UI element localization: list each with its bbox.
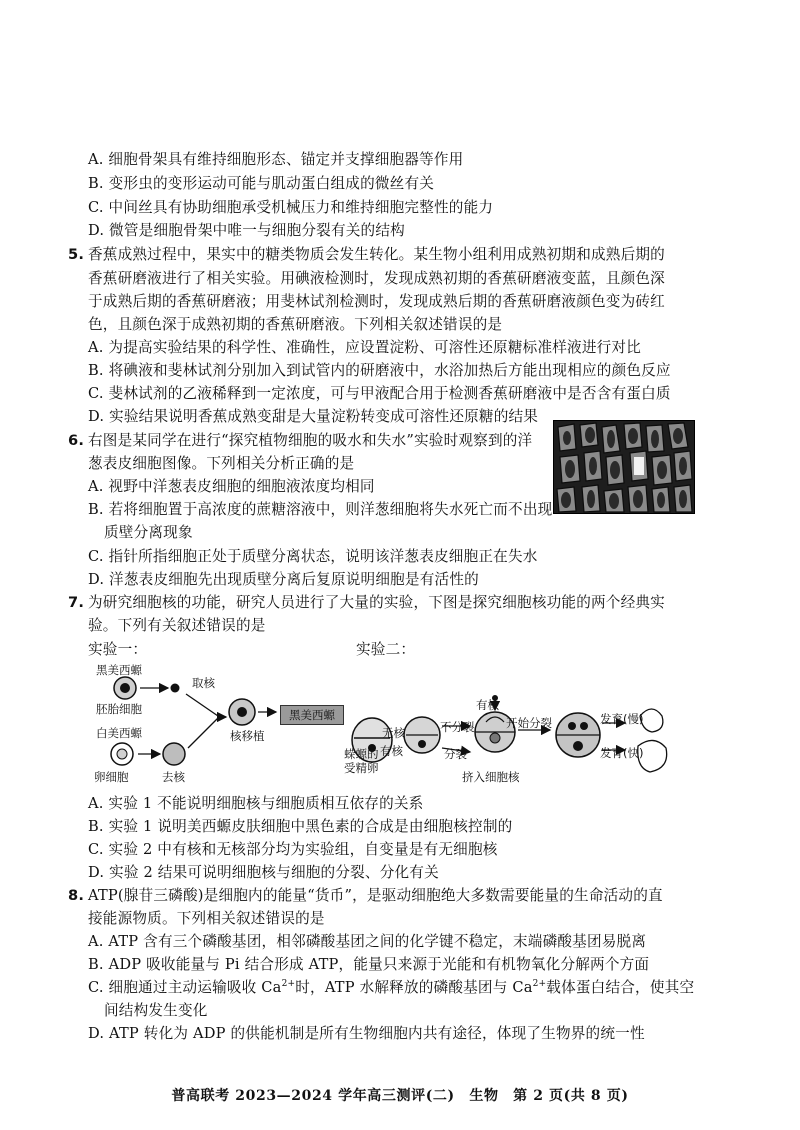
page-footer: 普高联考 2023—2024 学年高三测评(二) 生物 第 2 页(共 8 页) [171, 1088, 629, 1104]
q8-stem-1: ATP(腺苷三磷酸)是细胞内的能量“货币”，是驱动细胞绝大多数需要能量的生命活动的直 [88, 887, 663, 904]
q6-number: 6. [68, 432, 85, 449]
exp2-insert-nucleus-label: 挤入细胞核 [462, 770, 520, 784]
q8-stem-2: 接能源物质。下列相关叙述错误的是 [88, 910, 325, 927]
q6-option-b-line2: 质壁分离现象 [104, 524, 193, 541]
extracted-nucleus [171, 684, 180, 693]
q6-option-c: C. 指针所指细胞正处于质壁分离状态，说明该洋葱表皮细胞正在失水 [88, 548, 538, 565]
experiment-one-diagram [90, 660, 350, 785]
q5-option-a: A. 为提高实验结果的科学性、准确性，应设置淀粉、可溶性还原糖标准样液进行对比 [88, 339, 641, 356]
q8-option-c-line1 [88, 978, 694, 998]
exp2-develop-slow-label: 发育(慢) [600, 712, 644, 726]
q8-option-a: A. ATP 含有三个磷酸基团，相邻磷酸基团之间的化学键不稳定，末端磷酸基团易脱离 [88, 933, 647, 950]
q4-option-c: C. 中间丝具有协助细胞承受机械压力和维持细胞完整性的能力 [88, 199, 494, 216]
exp1-result-label: 黑美西螈 [280, 705, 344, 725]
exp1-take-nucleus-label: 取核 [192, 676, 215, 690]
q7-option-d: D. 实验 2 结果可说明细胞核与细胞的分裂、分化有关 [88, 864, 439, 881]
q8-option-d: D. ATP 转化为 ADP 的供能机制是所有生物细胞内共有途径，体现了生物界的统一性 [88, 1025, 645, 1042]
exp2-start-divide-label: 开始分裂 [506, 716, 552, 730]
q6-option-b-line1: B. 若将细胞置于高浓度的蔗糖溶液中，则洋葱细胞将失水死亡而不出现 [88, 501, 553, 518]
exp1-remove-nucleus-label: 去核 [162, 770, 185, 784]
exp1-white-axolotl-label: 白美西螈 [96, 726, 142, 740]
q7-stem-1: 为研究细胞核的功能，研究人员进行了大量的实验，下图是探究细胞核功能的两个经典实 [88, 594, 665, 611]
exp2-has-nucleus-label: 有核 [380, 744, 403, 758]
q7-option-b: B. 实验 1 说明美西螈皮肤细胞中黑色素的合成是由细胞核控制的 [88, 818, 513, 835]
q8-option-b: B. ADP 吸收能量与 Pi 结合形成 ATP，能量只来源于光能和有机物氧化分解两个方面 [88, 956, 650, 973]
q5-option-b: B. 将碘液和斐林试剂分别加入到试管内的研磨液中，水浴加热后方能出现相应的颜色反应 [88, 362, 671, 379]
exp1-egg-cell-label: 卵细胞 [94, 770, 129, 784]
q4-option-d: D. 微管是细胞骨架中唯一与细胞分裂有关的结构 [88, 222, 405, 239]
q7-option-a: A. 实验 1 不能说明细胞核与细胞质相互依存的关系 [88, 795, 424, 812]
q4-option-a: A. 细胞骨架具有维持细胞形态、锚定并支撑细胞器等作用 [88, 151, 464, 168]
exp2-zygote-label-1: 蝾螈的 [344, 747, 379, 761]
q5-stem-3: 于成熟后期的香蕉研磨液；用斐林试剂检测时，发现成熟后期的香蕉研磨液颜色变为砖红 [88, 293, 665, 310]
exp2-divide-label: 分裂 [444, 747, 467, 761]
micrograph-cells [554, 421, 694, 513]
exp2-develop-fast-label: 发育(快) [600, 746, 644, 760]
exp2-no-divide-label: 不分裂 [440, 720, 475, 734]
q8-c-post: 载体蛋白结合，使其空 [546, 979, 695, 996]
enucleated-egg [163, 743, 185, 765]
q4-option-b: B. 变形虫的变形运动可能与肌动蛋白组成的微丝有关 [88, 175, 435, 192]
exp1-embryo-cell-label: 胚胎细胞 [96, 702, 142, 716]
q6-option-d: D. 洋葱表皮细胞先出现质壁分离后复原说明细胞是有活性的 [88, 571, 479, 588]
q8-c-mid: 时，ATP 水解释放的磷酸基团与 Ca [295, 979, 533, 996]
q5-stem-1: 香蕉成熟过程中，果实中的糖类物质会发生转化。某生物小组利用成熟初期和成熟后期的 [88, 246, 665, 263]
exp1-black-axolotl-label: 黑美西螈 [96, 663, 142, 677]
q5-option-c: C. 斐林试剂的乙液稀释到一定浓度，可与甲液配合用于检测香蕉研磨液中是否含有蛋白质 [88, 385, 671, 402]
exp2-has-nucleus-top-label: 有核 [476, 698, 499, 712]
onion-epidermis-micrograph [553, 420, 695, 514]
q8-number: 8. [68, 887, 85, 904]
q6-stem-1: 右图是某同学在进行“探究植物细胞的吸水和失水”实验时观察到的洋 [88, 432, 533, 449]
pointer-marker [634, 457, 644, 475]
q6-stem-2: 葱表皮细胞图像。下列相关分析正确的是 [88, 455, 355, 472]
calcium-charge-2: 2+ [532, 979, 547, 990]
calcium-charge-1: 2+ [281, 979, 296, 990]
q5-stem-4: 色，且颜色深于成熟初期的香蕉研磨液。下列相关叙述错误的是 [88, 316, 503, 333]
q7-stem-2: 验。下列有关叙述错误的是 [88, 617, 266, 634]
exp1-transplant-label: 核移植 [230, 729, 265, 743]
q5-option-d: D. 实验结果说明香蕉成熟变甜是大量淀粉转变成可溶性还原糖的结果 [88, 408, 539, 425]
q5-stem-2: 香蕉研磨液进行了相关实验。用碘液检测时，发现成熟初期的香蕉研磨液变蓝，且颜色深 [88, 270, 665, 287]
experiment-one-title: 实验一： [88, 641, 148, 658]
exp2-zygote-label-2: 受精卵 [344, 761, 379, 775]
exp2-no-nucleus-label: 无核 [382, 726, 405, 740]
q7-option-c: C. 实验 2 中有核和无核部分均为实验组，自变量是有无细胞核 [88, 841, 498, 858]
q8-c-pre: C. 细胞通过主动运输吸收 Ca [88, 979, 282, 996]
q7-number: 7. [68, 594, 85, 611]
q8-option-c-line2: 间结构发生变化 [104, 1002, 208, 1019]
q5-number: 5. [68, 246, 85, 263]
experiment-two-title: 实验二： [356, 641, 416, 658]
q6-option-a: A. 视野中洋葱表皮细胞的细胞液浓度均相同 [88, 478, 375, 495]
